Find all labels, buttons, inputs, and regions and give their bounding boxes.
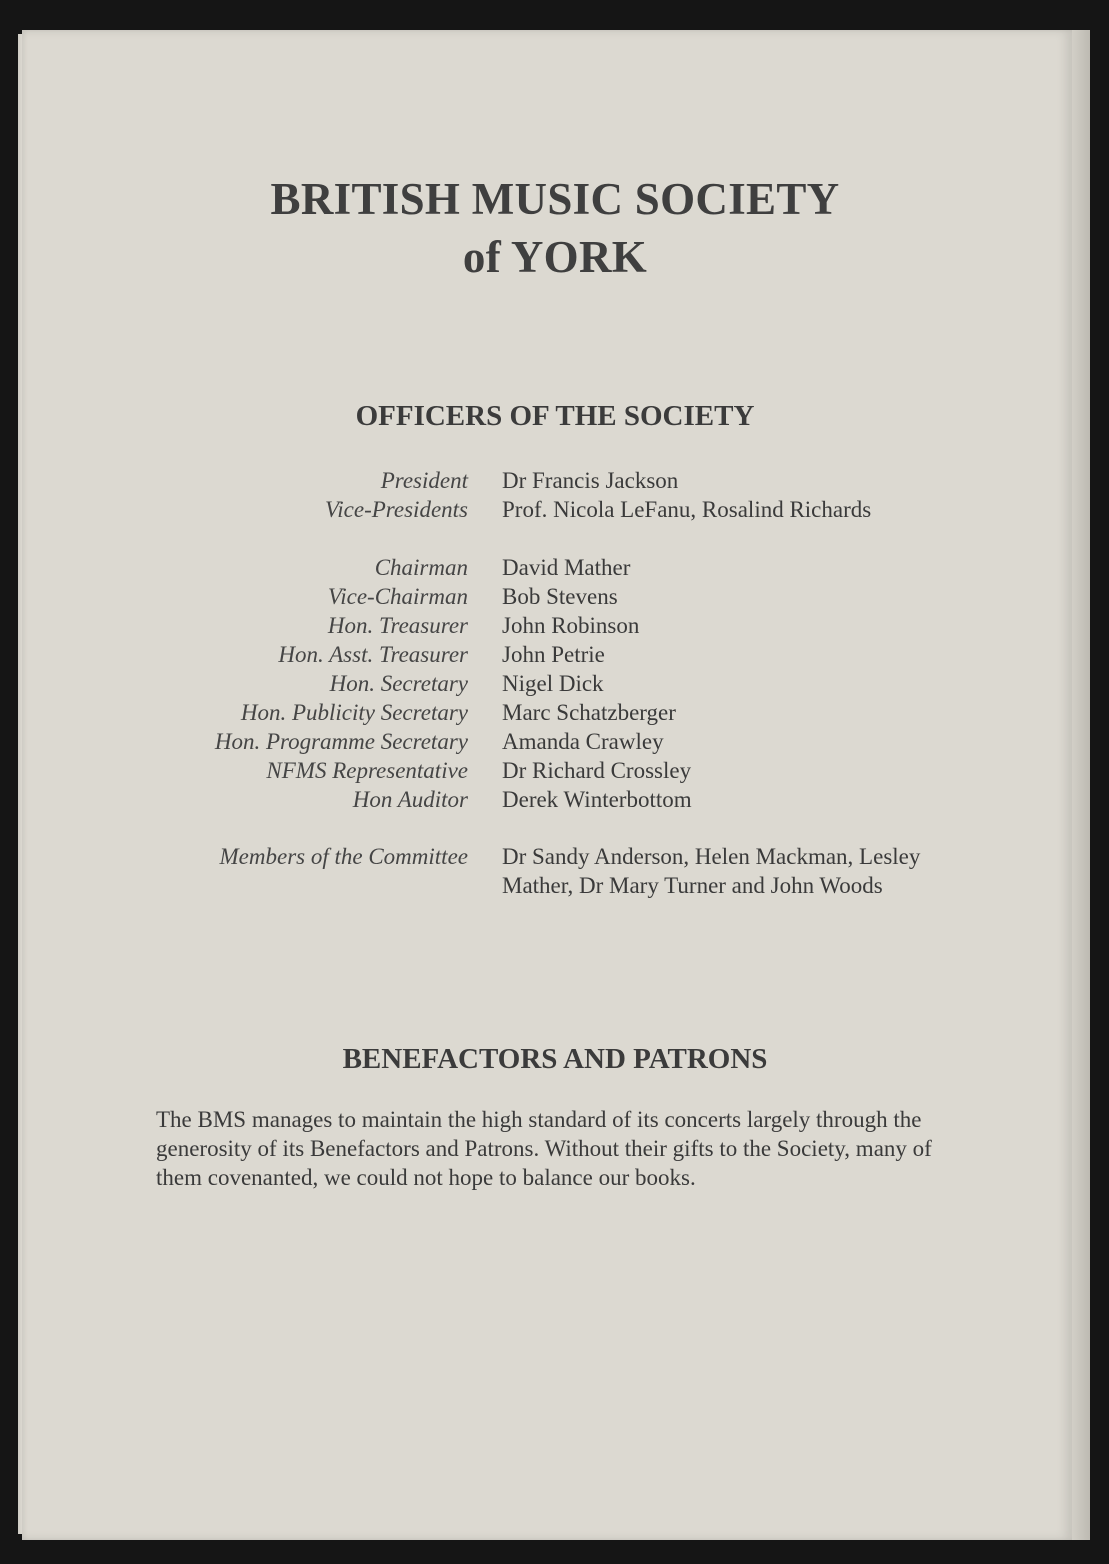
officer-role: Hon. Publicity Secretary xyxy=(240,700,468,725)
officer-name: Dr Francis Jackson xyxy=(502,468,679,493)
officer-name: Bob Stevens xyxy=(502,584,618,609)
officer-role: Hon. Programme Secretary xyxy=(214,729,468,754)
officer-row xyxy=(22,756,1072,785)
officer-row xyxy=(22,669,1072,698)
officer-name: John Petrie xyxy=(502,642,605,667)
officer-name: Prof. Nicola LeFanu, Rosalind Richards xyxy=(502,497,872,522)
benefactors-heading: BENEFACTORS AND PATRONS xyxy=(342,1043,768,1075)
officer-row xyxy=(22,727,1072,756)
officer-role: Chairman xyxy=(374,555,468,580)
officer-role: Hon. Secretary xyxy=(329,671,468,696)
officer-row xyxy=(22,785,1072,814)
officer-name: Amanda Crawley xyxy=(502,729,664,754)
officer-row xyxy=(22,466,1072,495)
officer-name: David Mather xyxy=(502,555,631,580)
officer-name: Nigel Dick xyxy=(502,671,604,696)
officer-role: President xyxy=(380,468,468,493)
committee-names: Dr Sandy Anderson, Helen Mackman, Lesley Mather, Dr Mary Turner and John Woods xyxy=(502,844,921,898)
officer-role: Hon. Treasurer xyxy=(327,613,468,638)
officers-heading: OFFICERS OF THE SOCIETY xyxy=(355,400,755,432)
officer-role: NFMS Representative xyxy=(266,758,468,783)
page-title xyxy=(22,170,1088,286)
document-page xyxy=(22,30,1072,1540)
title-line-2: of YORK xyxy=(462,232,648,282)
benefactors-paragraph: The BMS manages to maintain the high standard of its concerts largely through the generosity of its Benefactors and Patrons. Without their gifts to the Society, many of them covenanted, we could not hope to balance our books. xyxy=(156,1107,932,1190)
title-line-1: BRITISH MUSIC SOCIETY xyxy=(270,174,840,224)
officer-row xyxy=(22,582,1072,611)
officer-role: Vice-Presidents xyxy=(324,497,468,522)
officer-role: Hon Auditor xyxy=(352,787,468,812)
officer-row xyxy=(22,611,1072,640)
officer-role: Hon. Asst. Treasurer xyxy=(278,642,468,667)
officer-name: Derek Winterbottom xyxy=(502,787,692,812)
officer-name: Dr Richard Crossley xyxy=(502,758,692,783)
officer-row xyxy=(22,495,1072,524)
officer-name: John Robinson xyxy=(502,613,640,638)
officer-row xyxy=(22,640,1072,669)
officer-name: Marc Schatzberger xyxy=(502,700,676,725)
officer-row xyxy=(22,553,1072,582)
committee-role: Members of the Committee xyxy=(219,844,468,869)
officer-role: Vice-Chairman xyxy=(327,584,468,609)
officer-row xyxy=(22,698,1072,727)
